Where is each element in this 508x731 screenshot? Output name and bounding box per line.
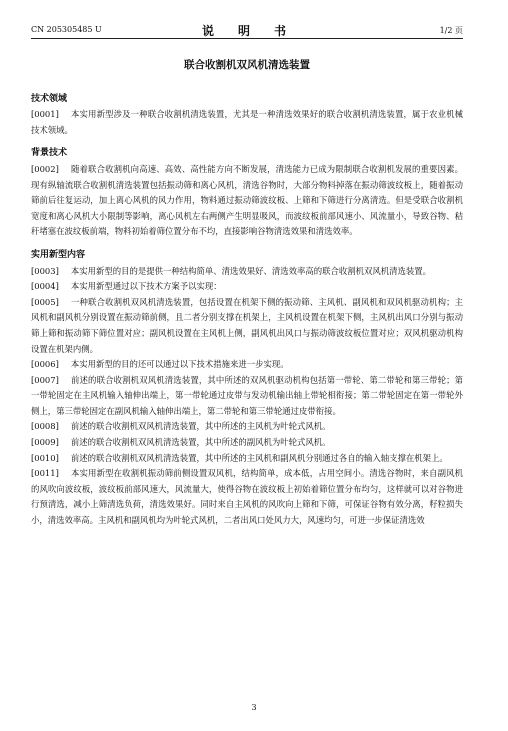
paragraph: [31, 279, 463, 295]
document-type: 说 明 书: [201, 24, 292, 38]
document-title: 联合收割机双风机清选装置: [184, 59, 310, 71]
paragraph-number: [0010]: [31, 452, 59, 463]
paragraph-number: [0005]: [31, 296, 59, 307]
paragraph-number: [0009]: [31, 437, 59, 448]
publication-number: CN 205305485 U: [31, 25, 102, 34]
document-body: [31, 58, 463, 529]
paragraph: [31, 451, 463, 467]
paragraph: [31, 419, 463, 435]
section-heading-summary: 实用新型内容: [31, 249, 86, 260]
paragraph-text: 前述的联合收割机双风机清选装置，其中所述的双风机驱动机构包括第一带轮、第二带轮和第三带轮；第一带轮固定在主风机输入轴伸出端上，第一带轮通过皮带与发动机输出轴上带轮相衔接；第二带轮固定在第一带轮外侧上，第三带轮固定在副风机输入轴伸出端上，第二带轮和第三带轮通过皮带衔接。: [31, 374, 463, 416]
paragraph-number: [0002]: [31, 163, 59, 174]
paragraph-text: 本实用新型在收割机振动筛前侧设置双风机，结构简单，成本低，占用空间小。清选谷物时，来自副风机的风吹向波纹板，波纹板前部风速大，风流量大，使得谷物在波纹板上初始着筛位置分布均匀，这样就可以对谷物进行预清选，减小上筛清选负荷，清选效果好。同时来自主风机的风吹向上筛和下筛，可保证谷物有效分离，籽粒损失小，清选效率高。主风机和副风机均为叶轮式风机，二者出风口处风力大，风速均匀，可进一步保证清选效: [31, 468, 463, 526]
section-heading-background: 背景技术: [31, 148, 68, 159]
paragraph: [31, 373, 463, 420]
paragraph-number: [0003]: [31, 265, 59, 276]
paragraph-text: 前述的联合收割机双风机清选装置，其中所述的副风机为叶轮式风机。: [70, 437, 331, 448]
paragraph-text: 本实用新型通过以下技术方案予以实现：: [70, 281, 222, 292]
paragraph-text: 本实用新型的目的是提供一种结构简单、清选效果好、清选效率高的联合收割机双风机清选装置。: [70, 265, 431, 276]
paragraph: [31, 466, 463, 528]
paragraph: [31, 162, 463, 240]
paragraph-number: [0001]: [31, 109, 59, 120]
page-header: [31, 22, 463, 36]
paragraph-number: [0007]: [31, 374, 59, 385]
page-indicator: 1/2 页: [439, 26, 463, 35]
paragraph-text: 一种联合收割机双风机清选装置，包括设置在机架下侧的振动筛、主风机、副风机和双风机驱动机构；主风机和副风机分别设置在振动筛前侧，且二者分别支撑在机架上，主风机设置在机架下侧，主风机出风口分别与振动筛上筛和振动筛下筛位置对应；副风机设置在主风机上侧，副风机出风口与振动筛波纹板位置对应；双风机驱动机构设置在机架内侧。: [31, 296, 463, 354]
paragraph-text: 前述的联合收割机双风机清选装置，其中所述的主风机和副风机分别通过各自的输入轴支撑在机架上。: [70, 452, 448, 463]
paragraph-text: 本实用新型涉及一种联合收割机清选装置，尤其是一种清选效果好的联合收割机清选装置，属于农业机械技术领域。: [31, 109, 463, 135]
paragraph-number: [0011]: [31, 468, 59, 479]
paragraph-text: 前述的联合收割机双风机清选装置，其中所述的主风机为叶轮式风机。: [70, 421, 331, 432]
paragraph-number: [0008]: [31, 421, 59, 432]
paragraph-number: [0004]: [31, 281, 59, 292]
paragraph: [31, 295, 463, 357]
paragraph: [31, 107, 463, 138]
paragraph-text: 随着联合收割机向高速、高效、高性能方向不断发展，清选能力已成为限制联合收割机发展的重要因素。现有纵轴流联合收割机清选装置包括振动筛和离心风机，清选谷物时，大部分物料掉落在振动筛波纹板上，随着振动筛前后往复运动，加上离心风机的风力作用，物料通过振动筛波纹板、上筛和下筛进行分离清选。但是受联合收割机宽度和离心风机大小限制等影响，离心风机左右两侧产生明显吸风，而波纹板前部风速小、风流量小，导致谷物、秸秆堵塞在波纹板前端，物料初始着筛位置分布不均，直接影响谷物清选效果和清选效率。: [31, 163, 463, 237]
page-number: 3: [251, 703, 257, 712]
paragraph: [31, 264, 463, 280]
paragraph-text: 本实用新型的目的还可以通过以下技术措施来进一步实现。: [70, 359, 289, 370]
section-heading-technical-field: 技术领域: [31, 93, 68, 104]
paragraph: [31, 357, 463, 373]
paragraph: [31, 435, 463, 451]
header-rule: [31, 38, 463, 39]
paragraph-number: [0006]: [31, 359, 59, 370]
